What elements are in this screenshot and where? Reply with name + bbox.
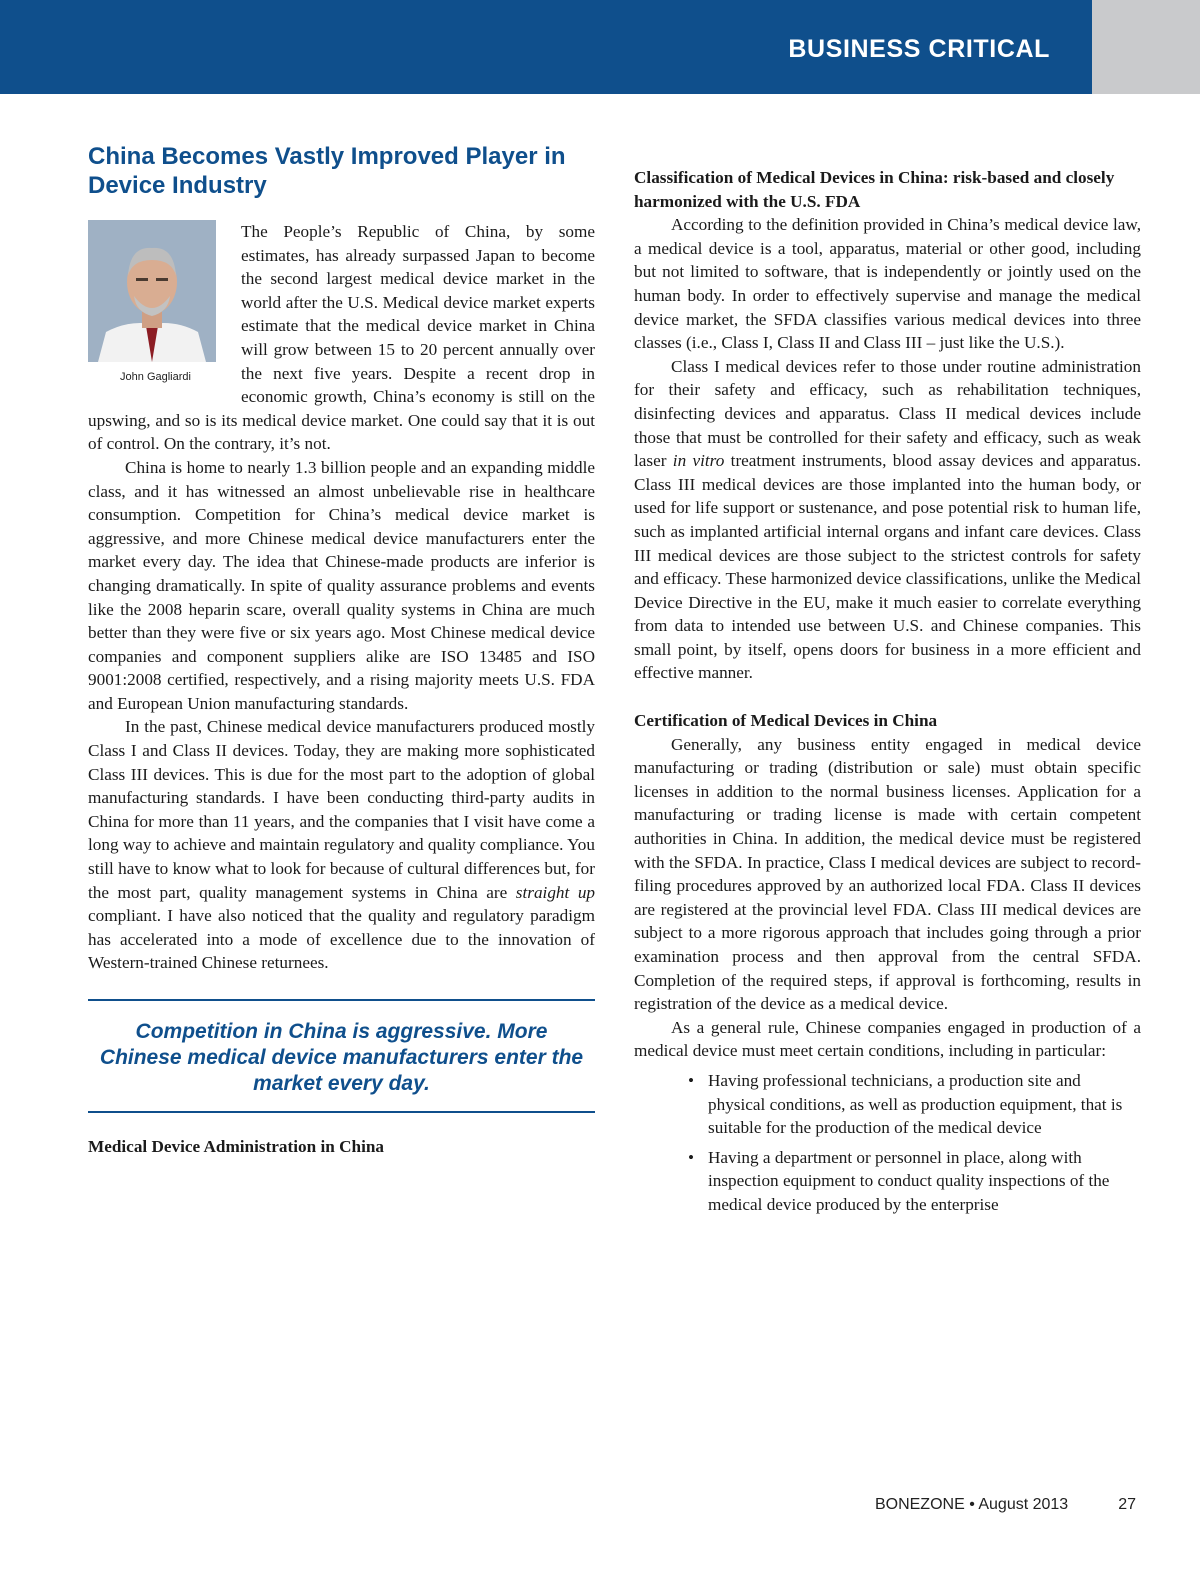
requirements-list [634,1069,1141,1217]
text-run: treatment instruments, blood assay devices and apparatus. Class III medical devices are those implanted into the human body, or used for life support or sustenance, and pose potential risk to human life, such as implanted artificial internal organs and infant care devices. Class III medical devices are those subject to the strictest controls for safety and efficacy. These harmonized device classifications, unlike the Medical Device Directive in the EU, make it much easier to correlate everything from data to intended use between U.S. and Chinese companies. This small point, by itself, opens doors for business in a more efficient and effective manner. [634,451,1141,683]
publication-info: BONEZONE • August 2013 [874,1496,1069,1513]
spacer [634,685,1141,709]
subhead-classification: Classification of Medical Devices in China: risk-based and closely harmonized with the U.S. FDA [634,168,1115,211]
emphasis: in vitro [672,451,725,471]
bullet-icon: • [688,1147,695,1167]
header-tab [1092,0,1200,94]
intro-paragraph: The People’s Republic of China, by some estimates, has already surpassed Japan to become the second largest medical device market in the world after the U.S. Medical device market experts estimate that the medical device market in China will grow between 15 to 20 percent annually over the next five years. Despite a recent drop in economic growth, China’s economy is still on the upswing, and so is its medical device market. One could say that it is out of control. On the contrary, it’s not. [88,222,595,454]
text-run: Class I medical devices refer to those under routine administration for their safety and efficacy, such as rehabilitation techniques, disinfecting devices and apparatus. Class II medical devices include those that must be controlled for their safety and efficacy, such as weak laser [634,356,1141,471]
author-photo [88,220,216,362]
list-item-text: Having a department or personnel in place, along with inspection equipment to conduct quality inspections of the medical device produced by the enterprise [708,1147,1110,1214]
paragraph: China is home to nearly 1.3 billion people and an expanding middle class, and it has witnessed an almost unbelievable rise in healthcare consumption. Competition for China’s medical device market is aggressive, and more Chinese medical device manufacturers enter the market every day. The idea that Chinese-made products are inferior is changing dramatically. In spite of quality assurance problems and events like the 2008 heparin scare, overall quality systems in China are much better than they were five or six years ago. Most Chinese medical device companies and component suppliers alike are ISO 13485 and ISO 9001:2008 certified, respectively, and a rising majority meets U.S. FDA and European Union manufacturing standards. [88,457,595,713]
right-column [634,142,1141,1223]
subhead-admin: Medical Device Administration in China [88,1137,385,1156]
paragraph: As a general rule, Chinese companies engaged in production of a medical device must meet certain conditions, including in particular: [634,1017,1141,1061]
text-run: compliant. I have also noticed that the quality and regulatory paradigm has accelerated into a mode of excellence due to the innovation of Western-trained Chinese returnees. [88,906,595,973]
subhead-certification: Certification of Medical Devices in China [634,711,938,731]
bullet-icon: • [688,1070,695,1090]
list-item [688,1146,1141,1217]
emphasis: straight up [515,882,596,902]
spacer [634,142,1141,166]
list-item-text: Having professional technicians, a production site and physical conditions, as well as production equipment, that is suitable for the production of the medical device [708,1070,1123,1138]
pull-quote: Competition in China is aggressive. More Chinese medical device manufacturers enter the market every day. [88,999,595,1113]
list-item [688,1069,1141,1140]
page-footer [875,1496,1136,1514]
paragraph: Generally, any business entity engaged in medical device manufacturing or trading (distribution or sale) must obtain specific licenses in addition to the normal business licenses. Application for a manufacturing or trading license is made with certain competent authorities in China. In addition, the medical device must be registered with the SFDA. In practice, Class I medical devices are subject to record-filing procedures approved by an authorized local FDA. Class II devices are registered at the provincial level FDA. Class III medical devices are subject to a more rigorous approach that includes going through a prior examination process and then approval from the central SFDA. Completion of the required steps, if approval is forthcoming, results in registration of the device as a medical device. [634,734,1141,1014]
page-number: 27 [1118,1496,1136,1513]
paragraph [634,355,1141,685]
author-photo-box [88,220,223,384]
photo-caption: John Gagliardi [120,371,191,383]
section-label: BUSINESS CRITICAL [788,35,1050,63]
paragraph: According to the definition provided in China’s medical device law, a medical device is a tool, apparatus, material or other good, including but not limited to software, that is independently or jointly used on the human body. In order to effectively supervise and manage the medical device market, the SFDA classifies various medical devices into three classes (i.e., Class I, Class II and Class III – just like the U.S.). [634,215,1141,353]
article-title: China Becomes Vastly Improved Player in Device Industry [88,143,566,199]
paragraph [88,715,595,975]
text-run: In the past, Chinese medical device manufacturers produced mostly Class I and Class II devices. Today, they are making more sophisticated Class III devices. This is due for the most part to the adoption of global manufacturing standards. I have been conducting third-party audits in China for more than 11 years, and the companies that I visit have come a long way to achieve and maintain regulatory and quality compliance. You still have to know what to look for because of cultural differences but, for the most part, quality management systems in China are [88,717,595,902]
left-column [88,142,595,1159]
